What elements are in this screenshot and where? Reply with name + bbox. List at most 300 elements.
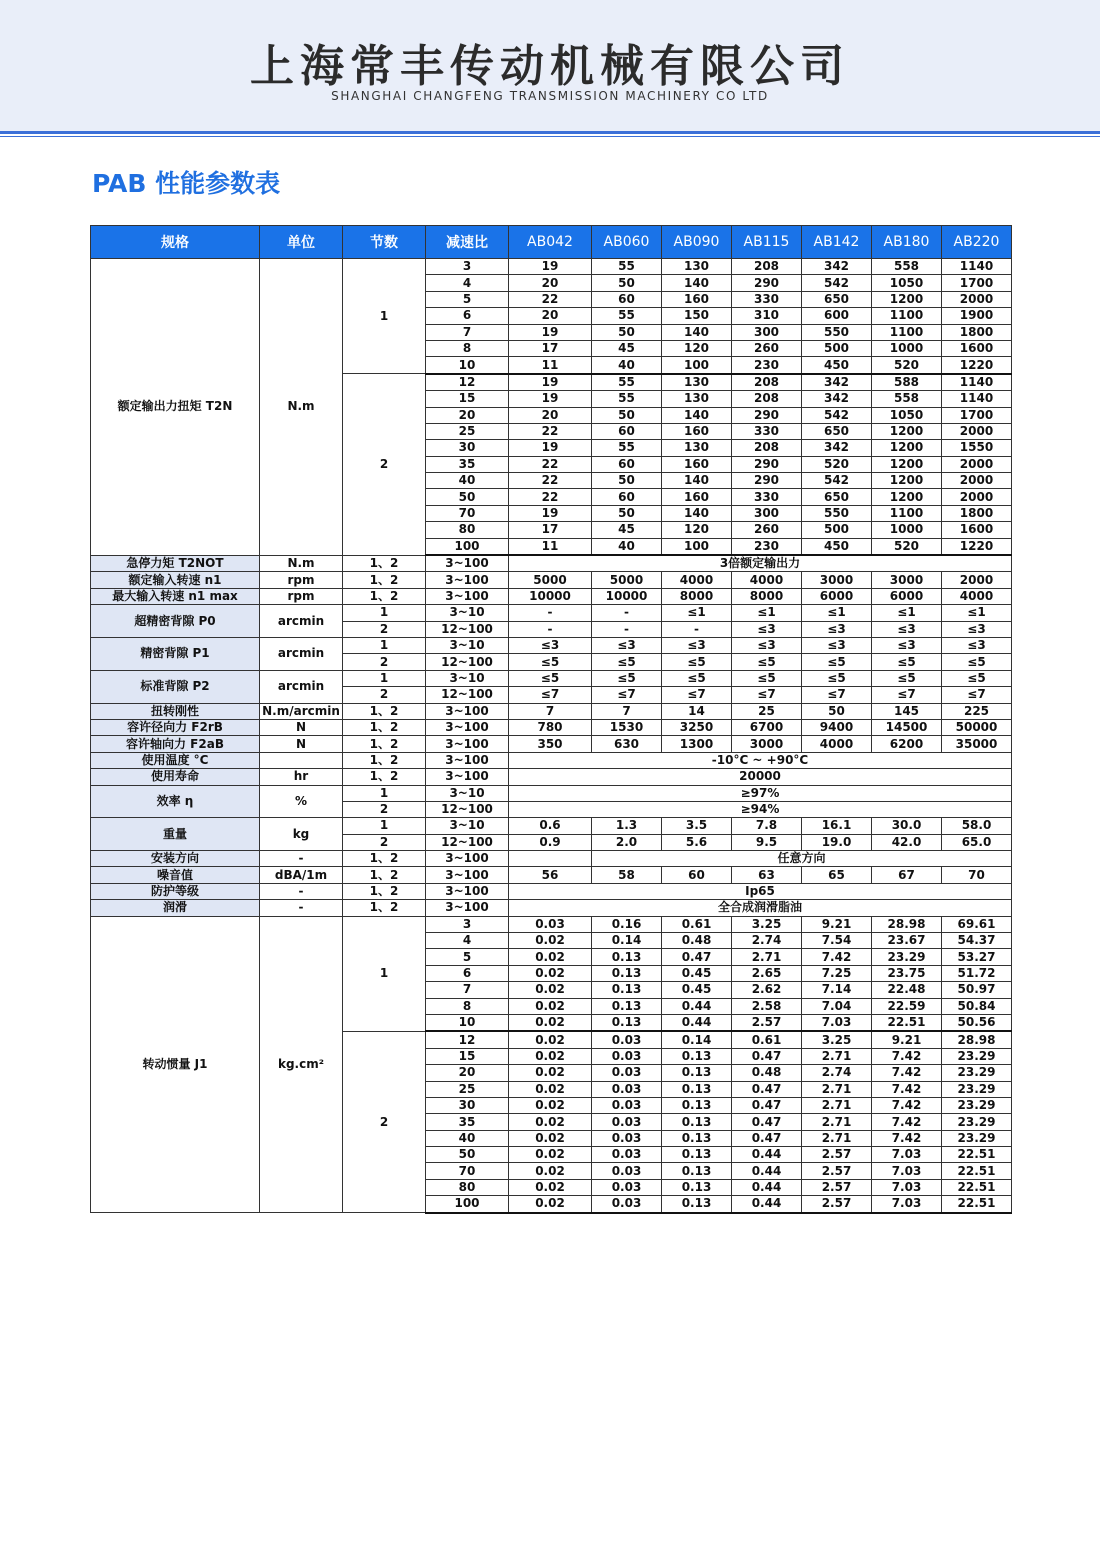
ratio-cell: 3~10 [426,818,509,834]
header-cell: AB090 [662,226,732,259]
spec-name: 容许轴向力 F2aB [91,736,260,752]
ratio-cell: 25 [426,1081,509,1097]
value-cell: 450 [802,357,872,374]
spec-unit: - [260,851,343,867]
value-cell: 330 [732,291,802,307]
ratio-cell: 10 [426,1014,509,1031]
stage-cell: 2 [343,621,426,637]
value-cell: 780 [509,719,592,735]
value-cell: 2000 [942,291,1012,307]
value-cell: 1800 [942,505,1012,521]
value-cell: 1000 [872,340,942,356]
value-cell: 7.03 [872,1163,942,1179]
value-cell: 130 [662,391,732,407]
stage-cell: 1 [343,670,426,686]
value-cell: 20 [509,308,592,324]
value-cell: 22.48 [872,982,942,998]
value-cell: 120 [662,340,732,356]
company-name-cn: 上海常丰传动机械有限公司 [250,41,850,92]
value-cell: 55 [592,308,662,324]
value-cell: 300 [732,324,802,340]
table-row [91,572,1012,588]
value-cell: 140 [662,324,732,340]
ratio-cell: 30 [426,1097,509,1113]
value-cell: ≤1 [802,605,872,621]
value-cell: 0.45 [662,982,732,998]
ratio-cell: 3~100 [426,752,509,768]
value-cell: 342 [802,391,872,407]
stage-cell: 2 [343,374,426,555]
value-cell: 1140 [942,374,1012,391]
value-cell: 6000 [872,588,942,604]
value-cell: 0.03 [592,1163,662,1179]
value-cell: 0.02 [509,949,592,965]
value-cell: 7.25 [802,965,872,981]
ratio-cell: 3~100 [426,719,509,735]
table-row [91,736,1012,752]
spec-name: 精密背隙 P1 [91,637,260,670]
value-cell: 350 [509,736,592,752]
value-cell: 0.61 [662,916,732,932]
value-cell: 50.84 [942,998,1012,1014]
value-cell: 2.62 [732,982,802,998]
value-cell: 330 [732,489,802,505]
value-cell: 2.57 [802,1147,872,1163]
header-cell: 规格 [91,226,260,259]
spec-unit: N.m/arcmin [260,703,343,719]
value-cell: 2.71 [802,1114,872,1130]
value-cell: ≤3 [872,637,942,653]
value-cell: 2000 [942,456,1012,472]
value-cell: 0.02 [509,982,592,998]
merged-value-cell: ≥97% [509,785,1012,801]
value-cell: ≤7 [802,687,872,703]
value-cell: ≤5 [732,670,802,686]
ratio-cell: 15 [426,1048,509,1064]
table-row [91,670,1012,686]
spec-unit: hr [260,769,343,785]
value-cell: 0.13 [662,1196,732,1213]
value-cell: 35000 [942,736,1012,752]
value-cell: 0.02 [509,1048,592,1064]
value-cell: 2.71 [802,1130,872,1146]
ratio-cell: 40 [426,473,509,489]
value-cell: ≤1 [872,605,942,621]
value-cell: 0.13 [662,1114,732,1130]
value-cell: ≤3 [732,637,802,653]
ratio-cell: 3 [426,259,509,275]
page-header [0,0,1100,132]
value-cell: 50 [592,505,662,521]
value-cell: 0.13 [662,1081,732,1097]
ratio-cell: 4 [426,933,509,949]
spec-name: 润滑 [91,900,260,916]
spec-name: 急停力矩 T2NOT [91,555,260,572]
value-cell: ≤3 [592,637,662,653]
header-divider-thin [0,136,1100,137]
ratio-cell: 12~100 [426,687,509,703]
value-cell: 310 [732,308,802,324]
stage-cell: 1、2 [343,588,426,604]
value-cell: ≤7 [872,687,942,703]
ratio-cell: 8 [426,998,509,1014]
value-cell: 0.13 [662,1163,732,1179]
value-cell: 17 [509,522,592,538]
table-row [91,259,1012,275]
value-cell: 23.29 [942,1114,1012,1130]
value-cell: 2.57 [802,1163,872,1179]
value-cell: 140 [662,407,732,423]
value-cell: - [662,621,732,637]
value-cell: 58 [592,867,662,883]
value-cell: ≤5 [942,670,1012,686]
value-cell: 330 [732,423,802,439]
value-cell: 7.42 [872,1048,942,1064]
value-cell: 40 [592,357,662,374]
value-cell: 55 [592,259,662,275]
value-cell: 16.1 [802,818,872,834]
value-cell: 7 [509,703,592,719]
value-cell: 23.29 [872,949,942,965]
value-cell: 7.42 [802,949,872,965]
spec-name: 额定输入转速 n1 [91,572,260,588]
spec-unit: kg [260,818,343,851]
table-row [91,867,1012,883]
value-cell: 0.13 [662,1097,732,1113]
page-title: PAB 性能参数表 [92,169,281,198]
value-cell: 55 [592,440,662,456]
value-cell: 23.29 [942,1048,1012,1064]
value-cell: 130 [662,259,732,275]
value-cell: 0.14 [662,1031,732,1048]
value-cell: 65 [802,867,872,883]
value-cell: 1200 [872,456,942,472]
spec-name: 使用寿命 [91,769,260,785]
value-cell: 1140 [942,391,1012,407]
value-cell: 145 [872,703,942,719]
value-cell: 0.13 [592,949,662,965]
value-cell: 45 [592,340,662,356]
value-cell: 8000 [662,588,732,604]
table-row [91,883,1012,899]
value-cell: ≤5 [872,654,942,670]
value-cell: 1600 [942,340,1012,356]
header-cell: AB142 [802,226,872,259]
table-row [91,555,1012,572]
value-cell: 22.51 [942,1196,1012,1213]
value-cell: 2.57 [802,1179,872,1195]
value-cell: 0.14 [592,933,662,949]
value-cell: 2.71 [802,1081,872,1097]
value-cell: 70 [942,867,1012,883]
ratio-cell: 6 [426,308,509,324]
value-cell: 1.3 [592,818,662,834]
value-cell: 0.16 [592,916,662,932]
value-cell: 2.71 [802,1097,872,1113]
value-cell: 23.75 [872,965,942,981]
value-cell: 55 [592,374,662,391]
value-cell: 1600 [942,522,1012,538]
value-cell: 140 [662,505,732,521]
value-cell: 0.02 [509,1114,592,1130]
value-cell: - [509,621,592,637]
value-cell: 7.03 [872,1147,942,1163]
value-cell: 60 [592,456,662,472]
stage-cell: 1、2 [343,867,426,883]
value-cell: ≤7 [592,687,662,703]
value-cell: 0.47 [732,1130,802,1146]
ratio-cell: 3~10 [426,605,509,621]
value-cell: ≤1 [942,605,1012,621]
value-cell: 22.51 [942,1163,1012,1179]
ratio-cell: 70 [426,1163,509,1179]
value-cell: 0.02 [509,1196,592,1213]
value-cell: 260 [732,340,802,356]
value-cell: ≤5 [872,670,942,686]
value-cell: ≤3 [872,621,942,637]
value-cell: 0.02 [509,1179,592,1195]
value-cell: 58.0 [942,818,1012,834]
value-cell: 0.02 [509,1163,592,1179]
header-cell: 减速比 [426,226,509,259]
value-cell: 9.5 [732,834,802,850]
table-row [91,851,1012,867]
value-cell: 3000 [732,736,802,752]
value-cell: 22 [509,489,592,505]
value-cell: 225 [942,703,1012,719]
stage-cell: 1、2 [343,752,426,768]
value-cell: 60 [592,423,662,439]
ratio-cell: 12~100 [426,801,509,817]
value-cell: ≤3 [802,637,872,653]
value-cell: 50.97 [942,982,1012,998]
value-cell: ≤5 [592,670,662,686]
value-cell: 51.72 [942,965,1012,981]
ratio-cell: 3~100 [426,867,509,883]
stage-cell: 1、2 [343,900,426,916]
value-cell: 100 [662,538,732,555]
value-cell: ≤3 [732,621,802,637]
value-cell: 50 [592,407,662,423]
value-cell: 22.51 [872,1014,942,1031]
value-cell: 7.14 [802,982,872,998]
spec-unit: rpm [260,572,343,588]
value-cell: 0.02 [509,1081,592,1097]
value-cell: 140 [662,275,732,291]
ratio-cell: 80 [426,522,509,538]
value-cell: 650 [802,291,872,307]
value-cell: 558 [872,259,942,275]
ratio-cell: 100 [426,538,509,555]
value-cell: 1200 [872,489,942,505]
ratio-cell: 3~100 [426,851,509,867]
ratio-cell: 3~100 [426,883,509,899]
value-cell: 63 [732,867,802,883]
value-cell: 0.9 [509,834,592,850]
stage-cell: 1 [343,818,426,834]
ratio-cell: 50 [426,489,509,505]
value-cell: ≤5 [592,654,662,670]
value-cell: 50.56 [942,1014,1012,1031]
ratio-cell: 80 [426,1179,509,1195]
ratio-cell: 100 [426,1196,509,1213]
value-cell: 2000 [942,489,1012,505]
value-cell: 342 [802,374,872,391]
ratio-cell: 3~10 [426,670,509,686]
value-cell [509,851,592,867]
value-cell: 150 [662,308,732,324]
ratio-cell: 3~10 [426,637,509,653]
value-cell: 0.03 [509,916,592,932]
merged-value-cell: -10°C ~ +90°C [509,752,1012,768]
value-cell: 2.58 [732,998,802,1014]
value-cell: 2.74 [732,933,802,949]
value-cell: 19.0 [802,834,872,850]
spec-name: 标准背隙 P2 [91,670,260,703]
ratio-cell: 12~100 [426,621,509,637]
value-cell: 50 [802,703,872,719]
value-cell: 0.02 [509,1147,592,1163]
ratio-cell: 20 [426,1065,509,1081]
value-cell: 0.61 [732,1031,802,1048]
value-cell: 230 [732,538,802,555]
value-cell: - [592,621,662,637]
value-cell: 6700 [732,719,802,735]
value-cell: 23.67 [872,933,942,949]
value-cell: ≤7 [662,687,732,703]
value-cell: 23.29 [942,1081,1012,1097]
value-cell: 0.47 [732,1081,802,1097]
value-cell: 22 [509,473,592,489]
spec-unit: N [260,719,343,735]
value-cell: 7.42 [872,1097,942,1113]
value-cell: 1300 [662,736,732,752]
stage-cell: 1、2 [343,703,426,719]
value-cell: 300 [732,505,802,521]
ratio-cell: 35 [426,1114,509,1130]
table-row [91,588,1012,604]
stage-cell: 1、2 [343,719,426,735]
value-cell: 22.59 [872,998,942,1014]
spec-name: 重量 [91,818,260,851]
merged-value-cell: 任意方向 [592,851,1012,867]
stage-cell: 1、2 [343,555,426,572]
ratio-cell: 3~100 [426,572,509,588]
value-cell: 0.03 [592,1097,662,1113]
value-cell: 50000 [942,719,1012,735]
value-cell: 600 [802,308,872,324]
value-cell: 55 [592,391,662,407]
value-cell: 130 [662,440,732,456]
value-cell: 0.44 [662,1014,732,1031]
merged-value-cell: 3倍额定输出力 [509,555,1012,572]
value-cell: ≤7 [732,687,802,703]
value-cell: 50 [592,324,662,340]
value-cell: 500 [802,340,872,356]
value-cell: 28.98 [942,1031,1012,1048]
ratio-cell: 5 [426,949,509,965]
value-cell: ≤5 [662,670,732,686]
spec-unit: arcmin [260,637,343,670]
ratio-cell: 15 [426,391,509,407]
table-row [91,605,1012,621]
ratio-cell: 12 [426,1031,509,1048]
value-cell: 14 [662,703,732,719]
spec-name: 效率 η [91,785,260,818]
value-cell: 11 [509,538,592,555]
value-cell: 10000 [509,588,592,604]
value-cell: 520 [872,538,942,555]
spec-unit: N.m [260,259,343,556]
table-row [91,785,1012,801]
value-cell: 0.44 [732,1196,802,1213]
header-cell: 单位 [260,226,343,259]
ratio-cell: 6 [426,965,509,981]
value-cell: 5000 [509,572,592,588]
value-cell: ≤5 [732,654,802,670]
value-cell: 290 [732,275,802,291]
ratio-cell: 3~100 [426,900,509,916]
value-cell: 7.8 [732,818,802,834]
table-row [91,818,1012,834]
spec-name: 超精密背隙 P0 [91,605,260,638]
value-cell: 7.03 [872,1179,942,1195]
value-cell: 550 [802,324,872,340]
value-cell: 3000 [872,572,942,588]
value-cell: 550 [802,505,872,521]
value-cell: 2.57 [732,1014,802,1031]
value-cell: 45 [592,522,662,538]
stage-cell: 1、2 [343,769,426,785]
value-cell: 120 [662,522,732,538]
header-cell: AB042 [509,226,592,259]
value-cell: 7 [592,703,662,719]
table-row [91,900,1012,916]
value-cell: 0.03 [592,1065,662,1081]
value-cell: 50 [592,275,662,291]
value-cell: 2.0 [592,834,662,850]
value-cell: 542 [802,275,872,291]
spec-unit: arcmin [260,605,343,638]
stage-cell: 1、2 [343,736,426,752]
value-cell: 0.03 [592,1147,662,1163]
ratio-cell: 3~100 [426,769,509,785]
ratio-cell: 3~100 [426,703,509,719]
value-cell: 2000 [942,473,1012,489]
value-cell: 0.03 [592,1114,662,1130]
value-cell: 54.37 [942,933,1012,949]
spec-name: 容许径向力 F2rB [91,719,260,735]
value-cell: 0.02 [509,1097,592,1113]
value-cell: 0.47 [732,1048,802,1064]
spec-unit [260,752,343,768]
value-cell: 0.48 [662,933,732,949]
value-cell: 0.13 [662,1179,732,1195]
value-cell: 1050 [872,407,942,423]
ratio-cell: 35 [426,456,509,472]
value-cell: 342 [802,259,872,275]
value-cell: 520 [802,456,872,472]
value-cell: 9.21 [872,1031,942,1048]
value-cell: 9400 [802,719,872,735]
value-cell: 5000 [592,572,662,588]
value-cell: 10000 [592,588,662,604]
spec-name: 使用温度 °C [91,752,260,768]
value-cell: 1220 [942,538,1012,555]
value-cell: 0.03 [592,1031,662,1048]
header-cell: AB060 [592,226,662,259]
value-cell: 208 [732,259,802,275]
